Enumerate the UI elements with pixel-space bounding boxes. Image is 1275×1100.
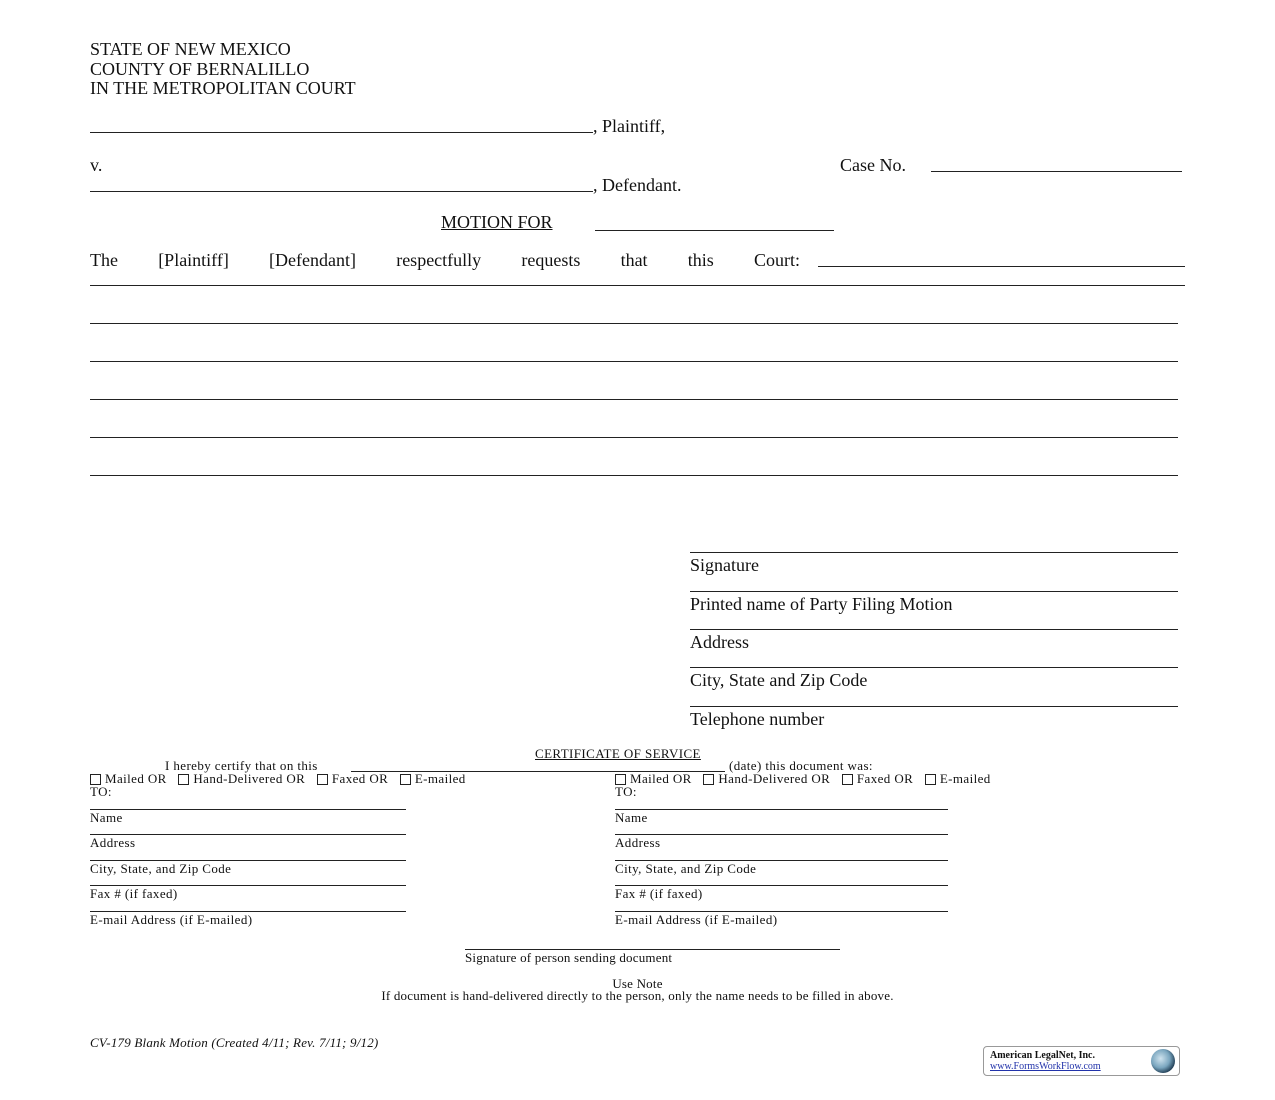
telephone-field[interactable] bbox=[690, 706, 1178, 707]
hand-delivered-checkbox-left[interactable] bbox=[178, 774, 189, 785]
certify-suffix: (date) this document was: bbox=[729, 758, 873, 773]
request-word: respectfully bbox=[396, 250, 482, 270]
printed-name-field[interactable] bbox=[690, 591, 1178, 592]
request-word: Court: bbox=[753, 250, 800, 270]
recipient-city-label-left: City, State, and Zip Code bbox=[90, 861, 232, 876]
printed-name-label: Printed name of Party Filing Motion bbox=[690, 594, 953, 614]
request-field-line-2[interactable] bbox=[90, 285, 1185, 286]
request-field-line-5[interactable] bbox=[90, 399, 1178, 400]
plaintiff-label: , Plaintiff, bbox=[593, 116, 666, 136]
request-word: this bbox=[687, 250, 714, 270]
delivery-options-left: Mailed OR Hand-Delivered OR Faxed OR E-mailed bbox=[90, 771, 474, 787]
plaintiff-name-field[interactable] bbox=[90, 132, 593, 133]
faxed-checkbox-right[interactable] bbox=[842, 774, 853, 785]
address-field[interactable] bbox=[690, 629, 1178, 630]
request-word: [Defendant] bbox=[269, 250, 356, 270]
to-label-left: TO: bbox=[90, 784, 112, 799]
certify-prefix: I hereby certify that on this bbox=[165, 758, 318, 773]
request-word: that bbox=[620, 250, 648, 270]
recipient-name-label-right: Name bbox=[615, 810, 648, 825]
versus-label: v. bbox=[90, 155, 103, 175]
vendor-name: American LegalNet, Inc. bbox=[990, 1050, 1095, 1061]
use-note-title: Use Note bbox=[612, 976, 663, 991]
signature-field[interactable] bbox=[690, 552, 1178, 553]
recipient-city-label-right: City, State, and Zip Code bbox=[615, 861, 757, 876]
recipient-fax-label-left: Fax # (if faxed) bbox=[90, 886, 178, 901]
request-field-line-3[interactable] bbox=[90, 323, 1178, 324]
request-word: requests bbox=[521, 250, 581, 270]
use-note-text: If document is hand-delivered directly to the person, only the name needs to be filled in above. bbox=[381, 988, 894, 1003]
recipient-email-label-right: E-mail Address (if E-mailed) bbox=[615, 912, 778, 927]
recipient-email-label-left: E-mail Address (if E-mailed) bbox=[90, 912, 253, 927]
defendant-label: , Defendant. bbox=[593, 175, 682, 195]
court-heading: IN THE METROPOLITAN COURT bbox=[90, 78, 356, 98]
form-id: CV-179 Blank Motion (Created 4/11; Rev. 7/11; 9/12) bbox=[90, 1035, 379, 1050]
faxed-checkbox-left[interactable] bbox=[317, 774, 328, 785]
city-state-zip-label: City, State and Zip Code bbox=[690, 670, 868, 690]
recipient-address-label-left: Address bbox=[90, 835, 136, 850]
recipient-name-label-left: Name bbox=[90, 810, 123, 825]
recipient-address-field-left[interactable] bbox=[90, 834, 406, 835]
telephone-label: Telephone number bbox=[690, 709, 825, 729]
recipient-address-label-right: Address bbox=[615, 835, 661, 850]
recipient-fax-label-right: Fax # (if faxed) bbox=[615, 886, 703, 901]
address-label: Address bbox=[690, 632, 749, 652]
recipient-address-field-right[interactable] bbox=[615, 834, 948, 835]
sender-signature-label: Signature of person sending document bbox=[465, 950, 673, 965]
defendant-name-field[interactable] bbox=[90, 191, 593, 192]
signature-label: Signature bbox=[690, 555, 759, 575]
city-state-zip-field[interactable] bbox=[690, 667, 1178, 668]
recipient-name-field-left[interactable] bbox=[90, 809, 406, 810]
recipient-name-field-right[interactable] bbox=[615, 809, 948, 810]
vendor-logo[interactable] bbox=[983, 1046, 1180, 1076]
delivery-options-right: Mailed OR Hand-Delivered OR Faxed OR E-mailed bbox=[615, 771, 999, 787]
case-no-label: Case No. bbox=[840, 155, 906, 175]
motion-type-field[interactable] bbox=[595, 230, 834, 231]
emailed-checkbox-left[interactable] bbox=[400, 774, 411, 785]
request-sentence bbox=[90, 250, 800, 271]
request-field-line-7[interactable] bbox=[90, 475, 1178, 476]
request-field-line-6[interactable] bbox=[90, 437, 1178, 438]
county-heading: COUNTY OF BERNALILLO bbox=[90, 59, 310, 79]
globe-icon bbox=[1151, 1049, 1175, 1073]
motion-title: MOTION FOR bbox=[441, 212, 553, 232]
to-label-right: TO: bbox=[615, 784, 637, 799]
hand-delivered-checkbox-right[interactable] bbox=[703, 774, 714, 785]
request-field-line-4[interactable] bbox=[90, 361, 1178, 362]
state-heading: STATE OF NEW MEXICO bbox=[90, 39, 291, 59]
request-word: The bbox=[90, 250, 118, 270]
request-field-line-1[interactable] bbox=[818, 266, 1185, 267]
certificate-title: CERTIFICATE OF SERVICE bbox=[535, 746, 701, 761]
vendor-url-link[interactable]: www.FormsWorkFlow.com bbox=[990, 1061, 1101, 1072]
case-no-field[interactable] bbox=[931, 171, 1182, 172]
request-word: [Plaintiff] bbox=[158, 250, 229, 270]
emailed-checkbox-right[interactable] bbox=[925, 774, 936, 785]
